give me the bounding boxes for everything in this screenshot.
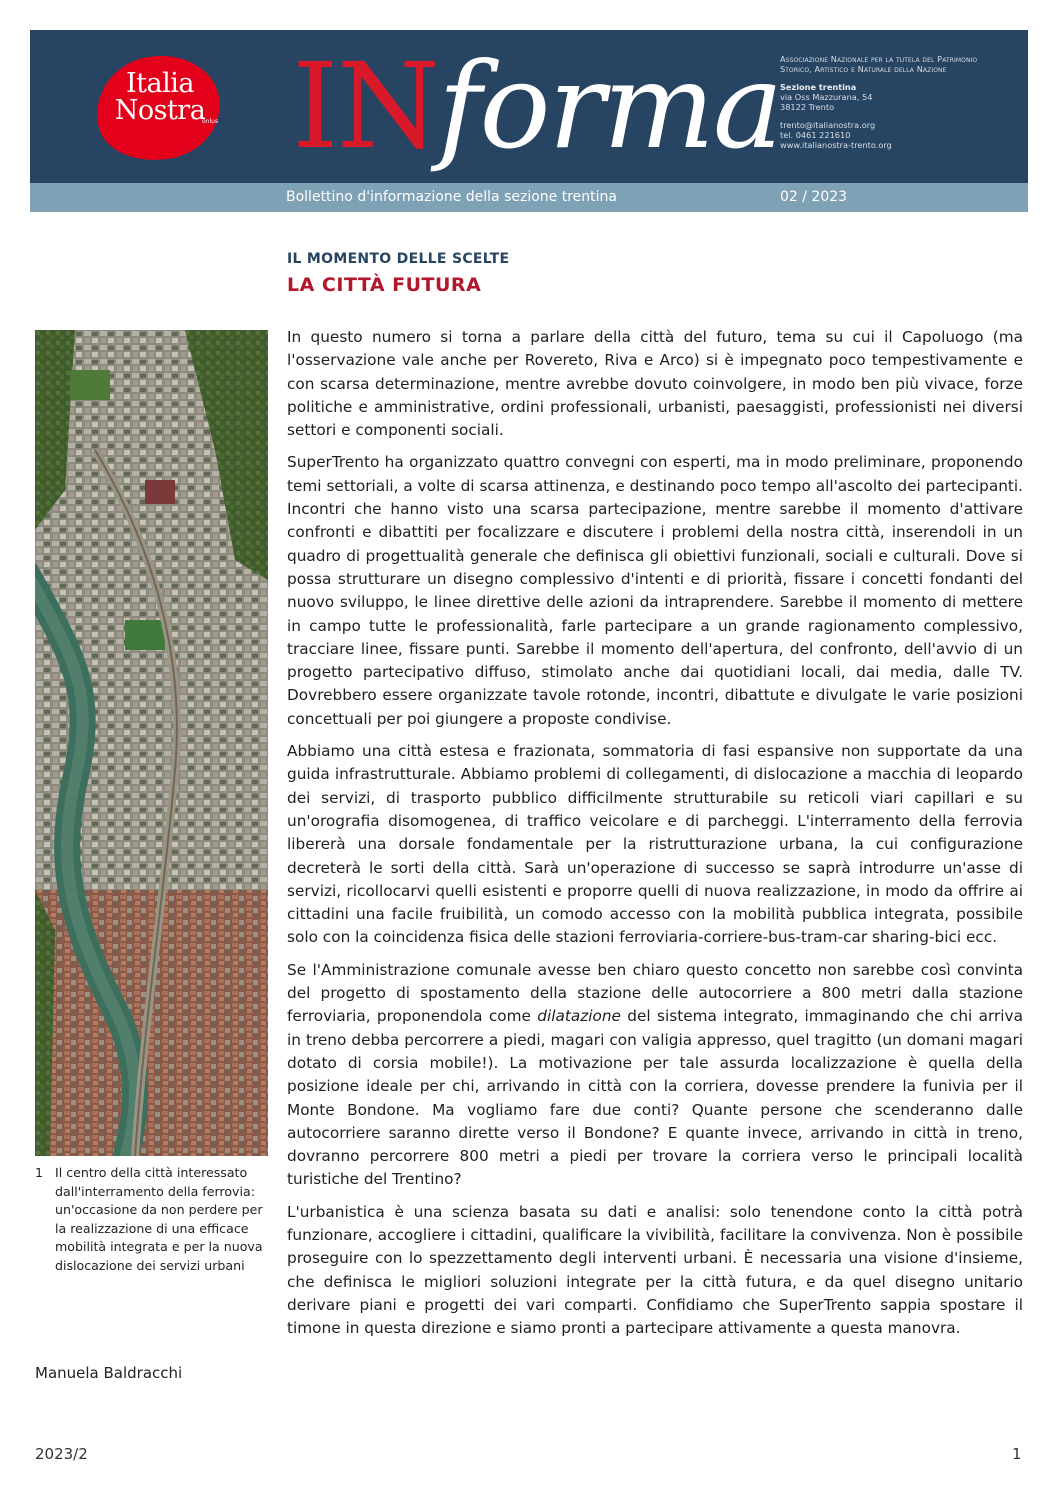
page-number: 1 bbox=[1012, 1445, 1022, 1463]
website-link[interactable]: www.italianostra-trento.org bbox=[780, 140, 892, 150]
paragraph-1: In questo numero si torna a parlare della città del futuro, tema su cui il Capoluogo (ma l'osservazione vale anche per Rovereto, Riva e Arco) si è impegnato poco tempestivamente e con scarsa determinazione, mentre avrebbe dovuto coinvolgere, in modo ben più vivace, forze politiche e amministrative, ordini professionali, urbanisti, paesaggisti, professionisti nei diversi settori e componenti sociali. bbox=[287, 328, 1023, 440]
masthead-in: IN bbox=[292, 37, 438, 175]
article-title: LA CITTÀ FUTURA bbox=[287, 274, 482, 296]
logo-line1: Italia bbox=[126, 68, 194, 99]
section-name: Sezione trentina bbox=[780, 82, 857, 92]
paragraph-2: SuperTrento ha organizzato quattro convegni con esperti, ma in modo preliminare, proponendo temi settoriali, a volte di scarsa attinenza, e destinando poco tempo all'ascolto dei partecipanti. Incontri che hanno visto una scarsa partecipazione, mentre sarebbe il momento d'attivare confronti e dibattiti per focalizzare e discutere i problemi della nostra città, inserendoli in un quadro di progettualità generale che definisca gli obiettivi funzionali, sociali e culturali. Dove si possa strutturare un disegno complessivo d'intenti e di priorità, fissare i concetti fondanti del nuovo sviluppo, le linee direttive delle azioni da intraprendere. Sarebbe il momento di mettere in campo tutte le professionalità, farle partecipare a un grande ragionamento complessivo, tracciare linee, fissare punti. Sarebbe il momento dell'apertura, del confronto, dell'avvio di un progetto partecipativo diffuso, stimolato anche dai quotidiani locali, dai media, dalle TV. Dovrebbero essere organizzate tavole rotonde, incontri, dibattute e divulgate le varie posizioni concettuali per poi giungere a proposte condivise. bbox=[287, 453, 1023, 728]
aerial-photo-illustration bbox=[35, 330, 268, 1156]
address-line-2: 38122 Trento bbox=[780, 102, 835, 112]
logo-text bbox=[100, 70, 220, 124]
masthead-header bbox=[30, 30, 1028, 183]
bulletin-subtitle: Bollettino d'informazione della sezione trentina bbox=[286, 189, 617, 205]
paragraph-4 bbox=[287, 959, 1023, 1192]
footer-issue: 2023/2 bbox=[35, 1445, 88, 1463]
paragraph-3: Abbiamo una città estesa e frazionata, sommatoria di fasi espansive non supportate da una guida infrastrutturale. Abbiamo problemi di collegamenti, di dislocazione a macchia di leopardo dei servizi, di trasporto pubblico difficilmente strutturabile su reticoli viari capillari e su un'orografia disomogenea, di traffico veicolare e di parcheggi. L'interramento della ferrovia libererà una dorsale fondamentale per la ristrutturazione urbana, la cui configurazione decreterà le sorti della città. Sarà un'operazione di successo se saprà introdurre un'asse di servizi, ricollocarvi quelli esistenti e proporre quelli di nuova realizzazione, in modo da offrire ai cittadini una facile fruibilità, un comodo accesso con la mobilità pubblica integrata, possibile solo con la coincidenza fisica delle stazioni ferroviaria-corriere-bus-tram-car sharing-bici ecc. bbox=[287, 742, 1023, 947]
logo-onlus: onlus bbox=[202, 118, 219, 125]
association-name-2: Storico, Artistico e Naturale della Nazione bbox=[780, 64, 947, 74]
figure-number: 1 bbox=[35, 1165, 44, 1180]
masthead-forma: forma bbox=[437, 37, 782, 175]
association-info bbox=[780, 54, 1026, 150]
paragraph-4-part-1: Se l'Amministrazione comunale avesse ben chiaro questo concetto non sarebbe così convinta del progetto di spostamento della stazione delle autocorriere a 800 metri dalla stazione ferroviaria, proponendola come bbox=[287, 960, 1023, 1026]
paragraph-4-part-2: del sistema integrato, immaginando che chi arriva in treno debba percorrere a piedi, magari con valigia appresso, quel tragitto (un domani magari dotato di corsia mobile!). La motivazione per tale assurda localizzazione è quella della posizione ideale per chi, arrivando in città con la corriera, dovesse prendere la funivia per il Monte Bondone. Ma vogliamo fare due conti? Quante persone che scenderanno dalle autocorriere saranno dirette verso il Bondone? E quante invece, arrivando in città in treno, dovranno percorrere 800 metri a piedi per trovare la corriera verso le principali località turistiche del Trentino? bbox=[287, 1007, 1023, 1189]
issue-number: 02 / 2023 bbox=[780, 189, 848, 205]
article-kicker: IL MOMENTO DELLE SCELTE bbox=[287, 251, 510, 267]
email-link[interactable]: trento@italianostra.org bbox=[780, 120, 876, 130]
subtitle-bar bbox=[30, 183, 1028, 212]
phone: tel. 0461 221610 bbox=[780, 130, 851, 140]
paragraph-4-italic: dilatazione bbox=[537, 1007, 621, 1026]
logo-line2: Nostra bbox=[114, 95, 206, 126]
masthead-title bbox=[292, 36, 781, 176]
article-body bbox=[287, 326, 1023, 1349]
address-line-1: via Oss Mazzurana, 54 bbox=[780, 92, 873, 102]
association-name-1: Associazione Nazionale per la tutela del Patrimonio bbox=[780, 54, 978, 64]
figure-caption-text: Il centro della città interessato dall'interramento della ferrovia: un'occasione da non perdere per la realizzazione di una efficace mobilità integrata e per la nuova dislocazione dei servizi urbani bbox=[55, 1165, 263, 1273]
aerial-city-photo bbox=[35, 330, 268, 1156]
author-name: Manuela Baldracchi bbox=[35, 1364, 183, 1382]
paragraph-5: L'urbanistica è una scienza basata su dati e analisi: solo tenendone conto la città potrà funzionare, accogliere i cittadini, qualificare la vivibilità, facilitare la convivenza. Non è possibile proseguire con lo spezzettamento degli interventi urbani. È necessaria una visione d'insieme, che definisca le migliori soluzioni integrate per la città futura, e da quel disegno unitario derivare piani e progetti dei vari comparti. Confidiamo che SuperTrento sappia spostare il timone in questa direzione e siamo pronti a partecipare attivamente a questa manovra. bbox=[287, 1202, 1023, 1338]
